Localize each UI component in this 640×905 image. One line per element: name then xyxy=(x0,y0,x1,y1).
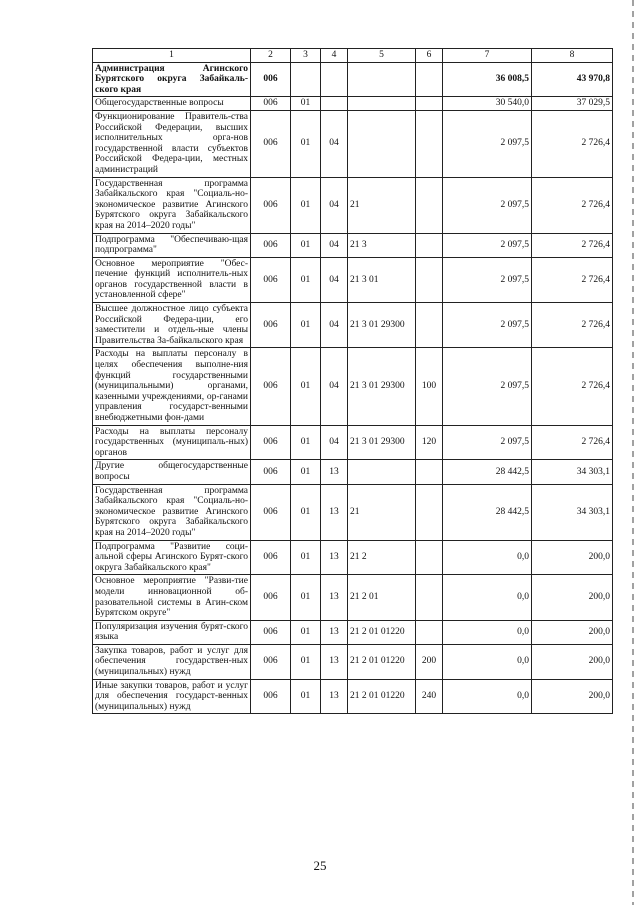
cell-target-article xyxy=(348,110,416,177)
cell-subsection: 13 xyxy=(321,620,348,644)
table-row xyxy=(93,540,613,575)
table-row xyxy=(93,348,613,425)
cell-expense-type xyxy=(416,110,443,177)
cell-amount-1: 0,0 xyxy=(443,540,532,575)
cell-section: 01 xyxy=(291,348,321,425)
table-row xyxy=(93,257,613,302)
cell-expense-type xyxy=(416,620,443,644)
cell-expense-type: 200 xyxy=(416,644,443,679)
cell-subsection: 04 xyxy=(321,257,348,302)
cell-expense-type xyxy=(416,97,443,111)
cell-name: Расходы на выплаты персоналу в целях обеспечения выполне-ния функций государственными (муниципальными) органами, казенными учреждениями, ор-ганами управления государст-венными внебюджетными фон-дами xyxy=(93,348,251,425)
cell-section: 01 xyxy=(291,257,321,302)
cell-expense-type xyxy=(416,460,443,484)
cell-target-article: 21 2 xyxy=(348,540,416,575)
cell-subsection: 04 xyxy=(321,303,348,348)
header-cell: 4 xyxy=(321,49,348,63)
cell-amount-2: 200,0 xyxy=(532,540,613,575)
cell-amount-1: 0,0 xyxy=(443,620,532,644)
cell-admin-code: 006 xyxy=(251,425,291,460)
cell-expense-type xyxy=(416,303,443,348)
cell-amount-1: 0,0 xyxy=(443,679,532,714)
cell-subsection: 04 xyxy=(321,110,348,177)
cell-subsection: 04 xyxy=(321,425,348,460)
cell-amount-2: 2 726,4 xyxy=(532,233,613,257)
cell-subsection: 04 xyxy=(321,177,348,233)
cell-name: Администрация Агинского Бурятского округа Забайкаль-ского края xyxy=(93,62,251,97)
cell-subsection: 13 xyxy=(321,679,348,714)
cell-admin-code: 006 xyxy=(251,110,291,177)
cell-target-article: 21 3 01 29300 xyxy=(348,425,416,460)
cell-name: Функционирование Правитель-ства Российской Федерации, высших исполнительных орга-нов государственной власти субъектов Российской Федера-ции, местных администраций xyxy=(93,110,251,177)
cell-section: 01 xyxy=(291,575,321,620)
cell-expense-type: 240 xyxy=(416,679,443,714)
cell-target-article xyxy=(348,62,416,97)
cell-admin-code: 006 xyxy=(251,177,291,233)
cell-target-article: 21 2 01 01220 xyxy=(348,679,416,714)
header-row xyxy=(93,49,613,63)
cell-admin-code: 006 xyxy=(251,620,291,644)
cell-name: Основное мероприятие "Обес-печение функций исполнитель-ных органов государственной власти в установленной сфере" xyxy=(93,257,251,302)
cell-admin-code: 006 xyxy=(251,644,291,679)
cell-name: Подпрограмма "Развитие соци-альной сферы Агинского Бурят-ского округа Забайкальского края" xyxy=(93,540,251,575)
table-row xyxy=(93,484,613,540)
cell-target-article: 21 2 01 xyxy=(348,575,416,620)
cell-target-article: 21 2 01 01220 xyxy=(348,644,416,679)
cell-target-article: 21 3 01 29300 xyxy=(348,303,416,348)
cell-amount-1: 30 540,0 xyxy=(443,97,532,111)
cell-admin-code: 006 xyxy=(251,575,291,620)
cell-subsection: 13 xyxy=(321,575,348,620)
cell-amount-2: 2 726,4 xyxy=(532,177,613,233)
cell-name: Закупка товаров, работ и услуг для обеспечения государствен-ных (муниципальных) нужд xyxy=(93,644,251,679)
cell-name: Подпрограмма "Обеспечиваю-щая подпрограмма" xyxy=(93,233,251,257)
cell-amount-1: 2 097,5 xyxy=(443,348,532,425)
cell-expense-type xyxy=(416,257,443,302)
table-row xyxy=(93,620,613,644)
cell-amount-2: 2 726,4 xyxy=(532,303,613,348)
cell-amount-2: 2 726,4 xyxy=(532,257,613,302)
cell-amount-2: 34 303,1 xyxy=(532,484,613,540)
cell-amount-1: 2 097,5 xyxy=(443,303,532,348)
cell-section: 01 xyxy=(291,425,321,460)
cell-admin-code: 006 xyxy=(251,484,291,540)
header-cell: 2 xyxy=(251,49,291,63)
table-row xyxy=(93,177,613,233)
cell-amount-2: 200,0 xyxy=(532,679,613,714)
table-row xyxy=(93,62,613,97)
cell-amount-1: 28 442,5 xyxy=(443,460,532,484)
cell-amount-2: 37 029,5 xyxy=(532,97,613,111)
cell-name: Государственная программа Забайкальского края "Социаль-но-экономическое развитие Агинского Бурятского округа Забайкальского края на 2014–2020 годы" xyxy=(93,484,251,540)
header-cell: 5 xyxy=(348,49,416,63)
cell-target-article xyxy=(348,97,416,111)
scan-edge-decoration xyxy=(632,0,634,905)
cell-admin-code: 006 xyxy=(251,303,291,348)
table-row xyxy=(93,460,613,484)
cell-subsection: 13 xyxy=(321,644,348,679)
cell-amount-2: 2 726,4 xyxy=(532,348,613,425)
cell-admin-code: 006 xyxy=(251,348,291,425)
cell-admin-code: 006 xyxy=(251,62,291,97)
cell-target-article: 21 xyxy=(348,484,416,540)
cell-amount-2: 43 970,8 xyxy=(532,62,613,97)
table-row xyxy=(93,679,613,714)
cell-admin-code: 006 xyxy=(251,460,291,484)
header-cell: 8 xyxy=(532,49,613,63)
cell-expense-type: 100 xyxy=(416,348,443,425)
cell-amount-1: 2 097,5 xyxy=(443,257,532,302)
cell-admin-code: 006 xyxy=(251,679,291,714)
cell-amount-2: 2 726,4 xyxy=(532,425,613,460)
table-row xyxy=(93,233,613,257)
cell-section: 01 xyxy=(291,303,321,348)
cell-target-article xyxy=(348,460,416,484)
cell-section xyxy=(291,62,321,97)
cell-section: 01 xyxy=(291,540,321,575)
cell-name: Другие общегосударственные вопросы xyxy=(93,460,251,484)
cell-section: 01 xyxy=(291,97,321,111)
header-cell: 6 xyxy=(416,49,443,63)
cell-subsection: 04 xyxy=(321,233,348,257)
cell-section: 01 xyxy=(291,620,321,644)
cell-amount-1: 36 008,5 xyxy=(443,62,532,97)
budget-table xyxy=(92,48,613,714)
cell-amount-1: 0,0 xyxy=(443,644,532,679)
cell-expense-type xyxy=(416,177,443,233)
table-row xyxy=(93,303,613,348)
cell-admin-code: 006 xyxy=(251,540,291,575)
cell-target-article: 21 3 01 29300 xyxy=(348,348,416,425)
cell-amount-2: 200,0 xyxy=(532,620,613,644)
cell-amount-1: 2 097,5 xyxy=(443,177,532,233)
cell-name: Расходы на выплаты персоналу государственных (муниципаль-ных) органов xyxy=(93,425,251,460)
cell-section: 01 xyxy=(291,177,321,233)
table-row xyxy=(93,425,613,460)
header-cell: 1 xyxy=(93,49,251,63)
cell-amount-2: 34 303,1 xyxy=(532,460,613,484)
cell-name: Общегосударственные вопросы xyxy=(93,97,251,111)
cell-target-article: 21 3 01 xyxy=(348,257,416,302)
cell-section: 01 xyxy=(291,484,321,540)
cell-expense-type xyxy=(416,233,443,257)
cell-admin-code: 006 xyxy=(251,257,291,302)
header-cell: 3 xyxy=(291,49,321,63)
cell-name: Иные закупки товаров, работ и услуг для обеспечения государст-венных (муниципальных) нужд xyxy=(93,679,251,714)
cell-amount-1: 2 097,5 xyxy=(443,233,532,257)
cell-section: 01 xyxy=(291,460,321,484)
cell-expense-type xyxy=(416,62,443,97)
table-row xyxy=(93,644,613,679)
header-cell: 7 xyxy=(443,49,532,63)
cell-name: Популяризация изучения бурят-ского языка xyxy=(93,620,251,644)
cell-amount-2: 200,0 xyxy=(532,644,613,679)
table-row xyxy=(93,97,613,111)
cell-section: 01 xyxy=(291,233,321,257)
cell-target-article: 21 xyxy=(348,177,416,233)
cell-name: Государственная программа Забайкальского края "Социаль-но-экономическое развитие Агинского Бурятского округа Забайкальского края на 2014–2020 годы" xyxy=(93,177,251,233)
cell-target-article: 21 2 01 01220 xyxy=(348,620,416,644)
cell-expense-type xyxy=(416,484,443,540)
cell-subsection xyxy=(321,97,348,111)
cell-subsection: 13 xyxy=(321,460,348,484)
cell-amount-2: 2 726,4 xyxy=(532,110,613,177)
cell-amount-1: 2 097,5 xyxy=(443,110,532,177)
cell-expense-type xyxy=(416,540,443,575)
cell-target-article: 21 3 xyxy=(348,233,416,257)
table-row xyxy=(93,110,613,177)
cell-amount-1: 2 097,5 xyxy=(443,425,532,460)
cell-section: 01 xyxy=(291,644,321,679)
cell-section: 01 xyxy=(291,679,321,714)
cell-subsection: 13 xyxy=(321,540,348,575)
cell-subsection xyxy=(321,62,348,97)
cell-subsection: 04 xyxy=(321,348,348,425)
cell-expense-type: 120 xyxy=(416,425,443,460)
table-body xyxy=(93,62,613,714)
table-row xyxy=(93,575,613,620)
page-number: 25 xyxy=(313,858,327,873)
cell-expense-type xyxy=(416,575,443,620)
cell-section: 01 xyxy=(291,110,321,177)
cell-name: Высшее должностное лицо субъекта Российской Федера-ции, его заместители и отдель-ные члены Правительства За-байкальского края xyxy=(93,303,251,348)
cell-admin-code: 006 xyxy=(251,97,291,111)
cell-admin-code: 006 xyxy=(251,233,291,257)
cell-amount-1: 0,0 xyxy=(443,575,532,620)
cell-subsection: 13 xyxy=(321,484,348,540)
cell-name: Основное мероприятие "Разви-тие модели инновационной об-разовательной системы в Агин-ском Бурятском округе" xyxy=(93,575,251,620)
cell-amount-1: 28 442,5 xyxy=(443,484,532,540)
cell-amount-2: 200,0 xyxy=(532,575,613,620)
